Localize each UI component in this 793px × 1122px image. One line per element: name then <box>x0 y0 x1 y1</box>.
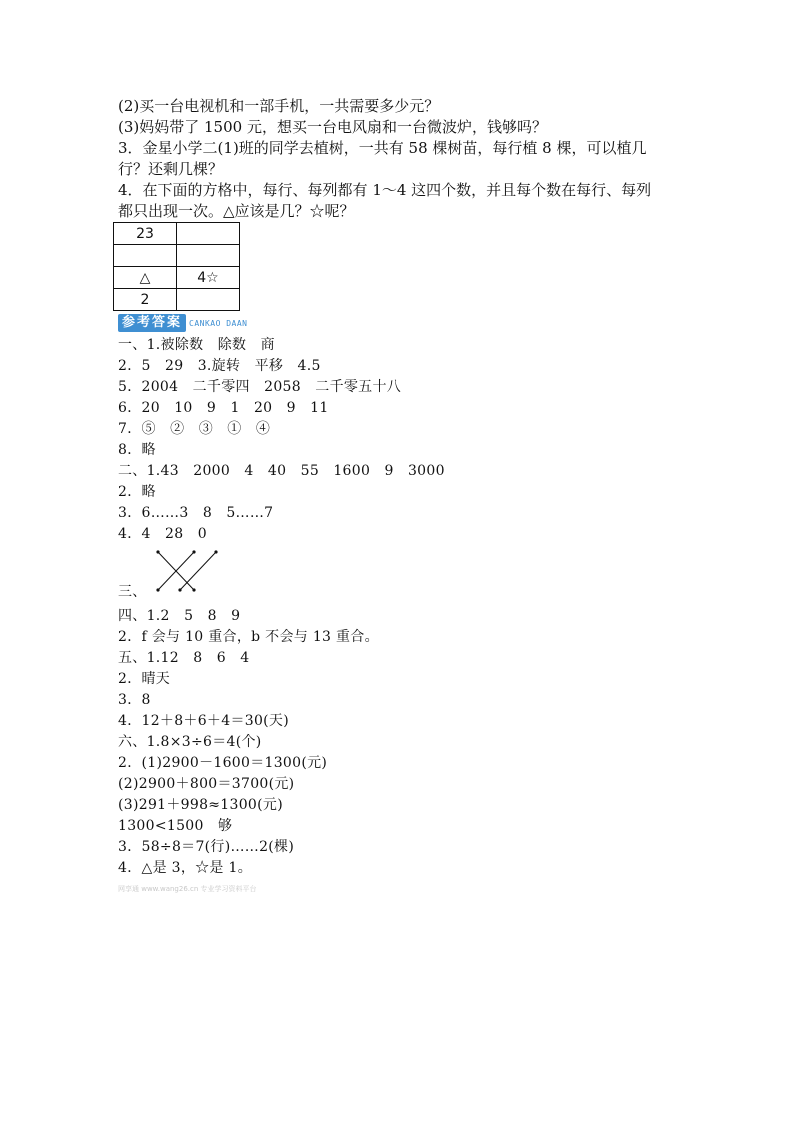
answer-line: 3．8 <box>118 692 151 708</box>
answer-line: (2)2900＋800＝3700(元) <box>118 776 295 792</box>
answer-banner <box>118 314 248 332</box>
question-3-line1: 3．金星小学二(1)班的同学去植树，一共有 58 棵树苗，每行植 8 棵，可以植几 <box>118 139 647 157</box>
answer-line: 3．58÷8＝7(行)……2(棵) <box>118 839 295 855</box>
grid-cell <box>114 245 177 267</box>
answer-line: 二、1.43 2000 4 40 55 1600 9 3000 <box>118 463 445 479</box>
grid-cell <box>177 289 240 311</box>
grid-cell: 23 <box>114 223 177 245</box>
question-4-line1: 4．在下面的方格中，每行、每列都有 1～4 这四个数，并且每个数在每行、每列 <box>118 181 652 199</box>
answer-line: 4．4 28 0 <box>118 526 207 542</box>
grid-row <box>114 223 240 245</box>
answer-line: 2．晴天 <box>118 671 171 687</box>
banner-subtitle: CANKAO DAAN <box>189 318 248 328</box>
answer-line: 三、 <box>118 584 147 600</box>
answer-line: 2．f 会与 10 重合，b 不会与 13 重合。 <box>118 629 379 645</box>
answer-line: 1300<1500 够 <box>118 818 233 834</box>
grid-cell: 4☆ <box>177 267 240 289</box>
matching-lines-diagram <box>150 546 222 596</box>
question-2-3: (3)妈妈带了 1500 元，想买一台电风扇和一台微波炉，钱够吗？ <box>118 118 547 136</box>
answer-line: 五、1.12 8 6 4 <box>118 650 250 666</box>
answer-line: 7．⑤ ② ③ ① ④ <box>118 421 271 437</box>
grid-row <box>114 245 240 267</box>
number-grid <box>113 222 240 311</box>
grid-row <box>114 289 240 311</box>
answer-line: 6．20 10 9 1 20 9 11 <box>118 400 329 416</box>
answer-line: 5．2004 二千零四 2058 二千零五十八 <box>118 379 402 395</box>
answer-line: 2．略 <box>118 484 156 500</box>
answer-line: 2．5 29 3.旋转 平移 4.5 <box>118 358 321 374</box>
banner-title: 参考答案 <box>118 314 186 332</box>
question-2-2: (2)买一台电视机和一部手机，一共需要多少元？ <box>118 97 440 115</box>
answer-line: 六、1.8×3÷6＝4(个) <box>118 734 262 750</box>
grid-row <box>114 267 240 289</box>
grid-cell: 2 <box>114 289 177 311</box>
answer-line: 8．略 <box>118 442 156 458</box>
answer-line: 3．6……3 8 5……7 <box>118 505 274 521</box>
answer-line: 四、1.2 5 8 9 <box>118 608 241 624</box>
answer-line: 4．△是 3，☆是 1。 <box>118 860 252 876</box>
question-3-line2: 行？还剩几棵？ <box>118 160 224 178</box>
question-4-line2: 都只出现一次。△应该是几？☆呢？ <box>118 202 355 220</box>
answer-line: 一、1.被除数 除数 商 <box>118 337 275 353</box>
answer-line: (3)291＋998≈1300(元) <box>118 797 283 813</box>
grid-cell: △ <box>114 267 177 289</box>
answer-line: 4．12＋8＋6＋4＝30(天) <box>118 713 289 729</box>
answer-line: 2．(1)2900－1600＝1300(元) <box>118 755 328 771</box>
footer-watermark: 网享通 www.wang26.cn 专业学习资料平台 <box>118 885 257 893</box>
grid-cell <box>177 223 240 245</box>
grid-cell <box>177 245 240 267</box>
